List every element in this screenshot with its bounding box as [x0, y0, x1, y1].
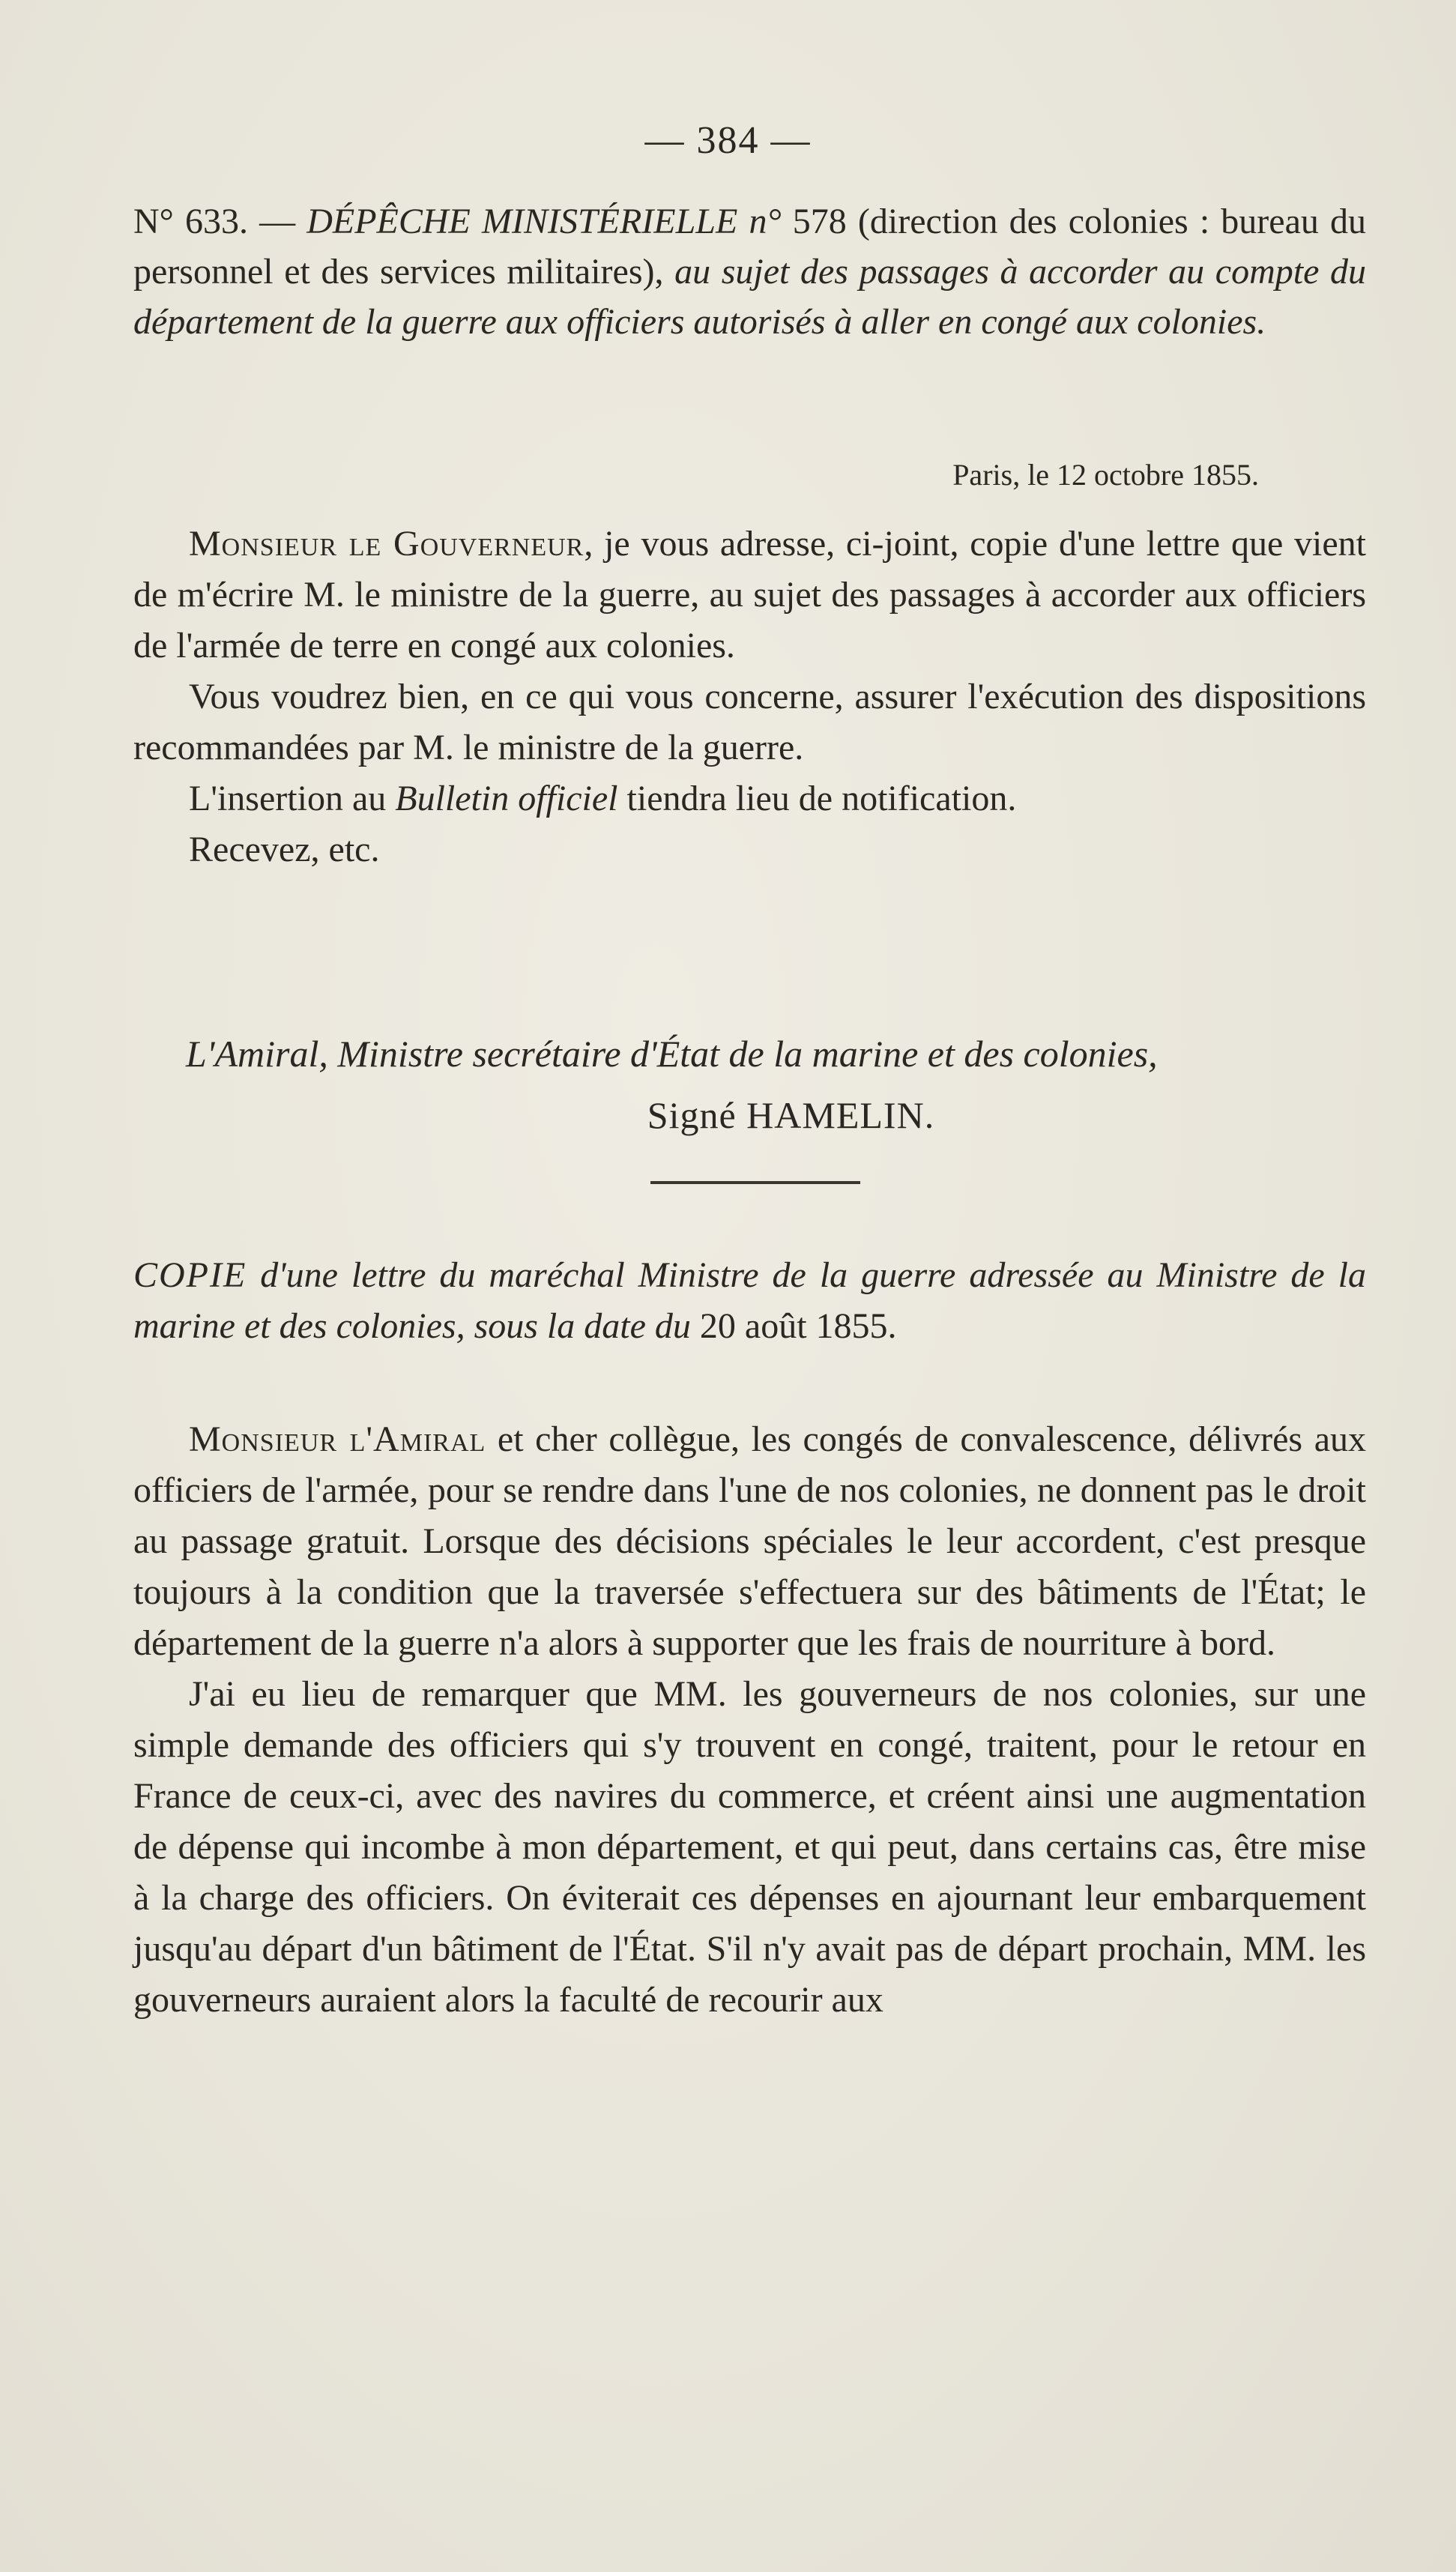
dispatch-heading	[133, 196, 1366, 347]
paragraph: J'ai eu lieu de remarquer que MM. les gouverneurs de nos colonies, sur une simple demande des officiers qui s'y trouvent en congé, traitent, pour le retour en France de ceux-ci, avec des navires du commerce, et créent ainsi une augmentation de dépense qui incombe à mon département, et qui peut, dans certains cas, être mise à la charge des officiers. On éviterait ces dépenses en ajournant leur embarquement jusqu'au départ d'un bâtiment de l'État. S'il n'y avait pas de départ prochain, MM. les gouverneurs auraient alors la faculté de recourir aux	[133, 1674, 1366, 2020]
signature-block	[133, 1023, 1366, 1146]
signatory-name: Signé HAMELIN.	[647, 1094, 935, 1136]
page-number: — 384 —	[644, 119, 812, 162]
paragraph-text: et cher collègue, les congés de convalescence, délivrés aux officiers de l'armée, pour se rendre dans l'une de nos colonies, ne donnent pas le droit au passage gratuit. Lorsque des décisions spéciales le leur accordent, c'est presque toujours à la condition que la traversée s'effectuera sur des bâtiments de l'État; le département de la guerre n'a alors à supporter que les frais de nourriture à bord.	[133, 1419, 1366, 1663]
paragraph-text: L'insertion au	[189, 779, 396, 818]
paragraph: Vous voudrez bien, en ce qui vous concerne, assurer l'exécution des dispositions recommandées par M. le ministre de la guerre.	[133, 677, 1366, 767]
salutation: Monsieur l'Amiral	[189, 1419, 486, 1459]
paragraph-text: , je vous adresse, ci-joint, copie d'une lettre que vient de m'écrire M. le ministre de la guerre, au sujet des passages à accorder aux officiers de l'armée de terre en congé aux colonies.	[133, 524, 1366, 665]
paragraph	[133, 519, 1366, 671]
copy-description: d'une lettre du maréchal Ministre de la guerre adressée au Ministre de la marine et des colonies, sous la date du	[133, 1255, 1366, 1346]
copy-heading	[133, 1250, 1366, 1352]
paragraph	[133, 1414, 1366, 1669]
section-divider	[650, 1181, 860, 1184]
paragraph	[133, 773, 1366, 824]
signatory-title: L'Amiral, Ministre secrétaire d'État de la marine et des colonies,	[186, 1033, 1158, 1075]
letter-body	[133, 519, 1366, 875]
dispatch-number: N° 633. —	[133, 202, 307, 241]
dateline: Paris, le 12 octobre 1855.	[952, 458, 1259, 492]
dispatch-title: DÉPÊCHE MINISTÉRIELLE n°	[306, 202, 782, 241]
dispatch-subject: au sujet des passages à accorder au compte du département de la guerre aux officiers autorisés à aller en congé aux colonies.	[133, 252, 1366, 342]
copy-date: 20 août 1855.	[699, 1306, 897, 1346]
salutation: Monsieur le Gouverneur	[189, 524, 584, 564]
bulletin-title: Bulletin officiel	[395, 779, 618, 818]
dispatch-direction: 578 (direction des colonies : bureau du personnel et des services militaires),	[133, 202, 1367, 292]
paragraph-text: tiendra lieu de notification.	[617, 779, 1017, 818]
copy-label: COPIE	[133, 1255, 247, 1295]
copied-letter-body	[133, 1414, 1366, 2026]
paragraph: Recevez, etc.	[189, 830, 380, 869]
